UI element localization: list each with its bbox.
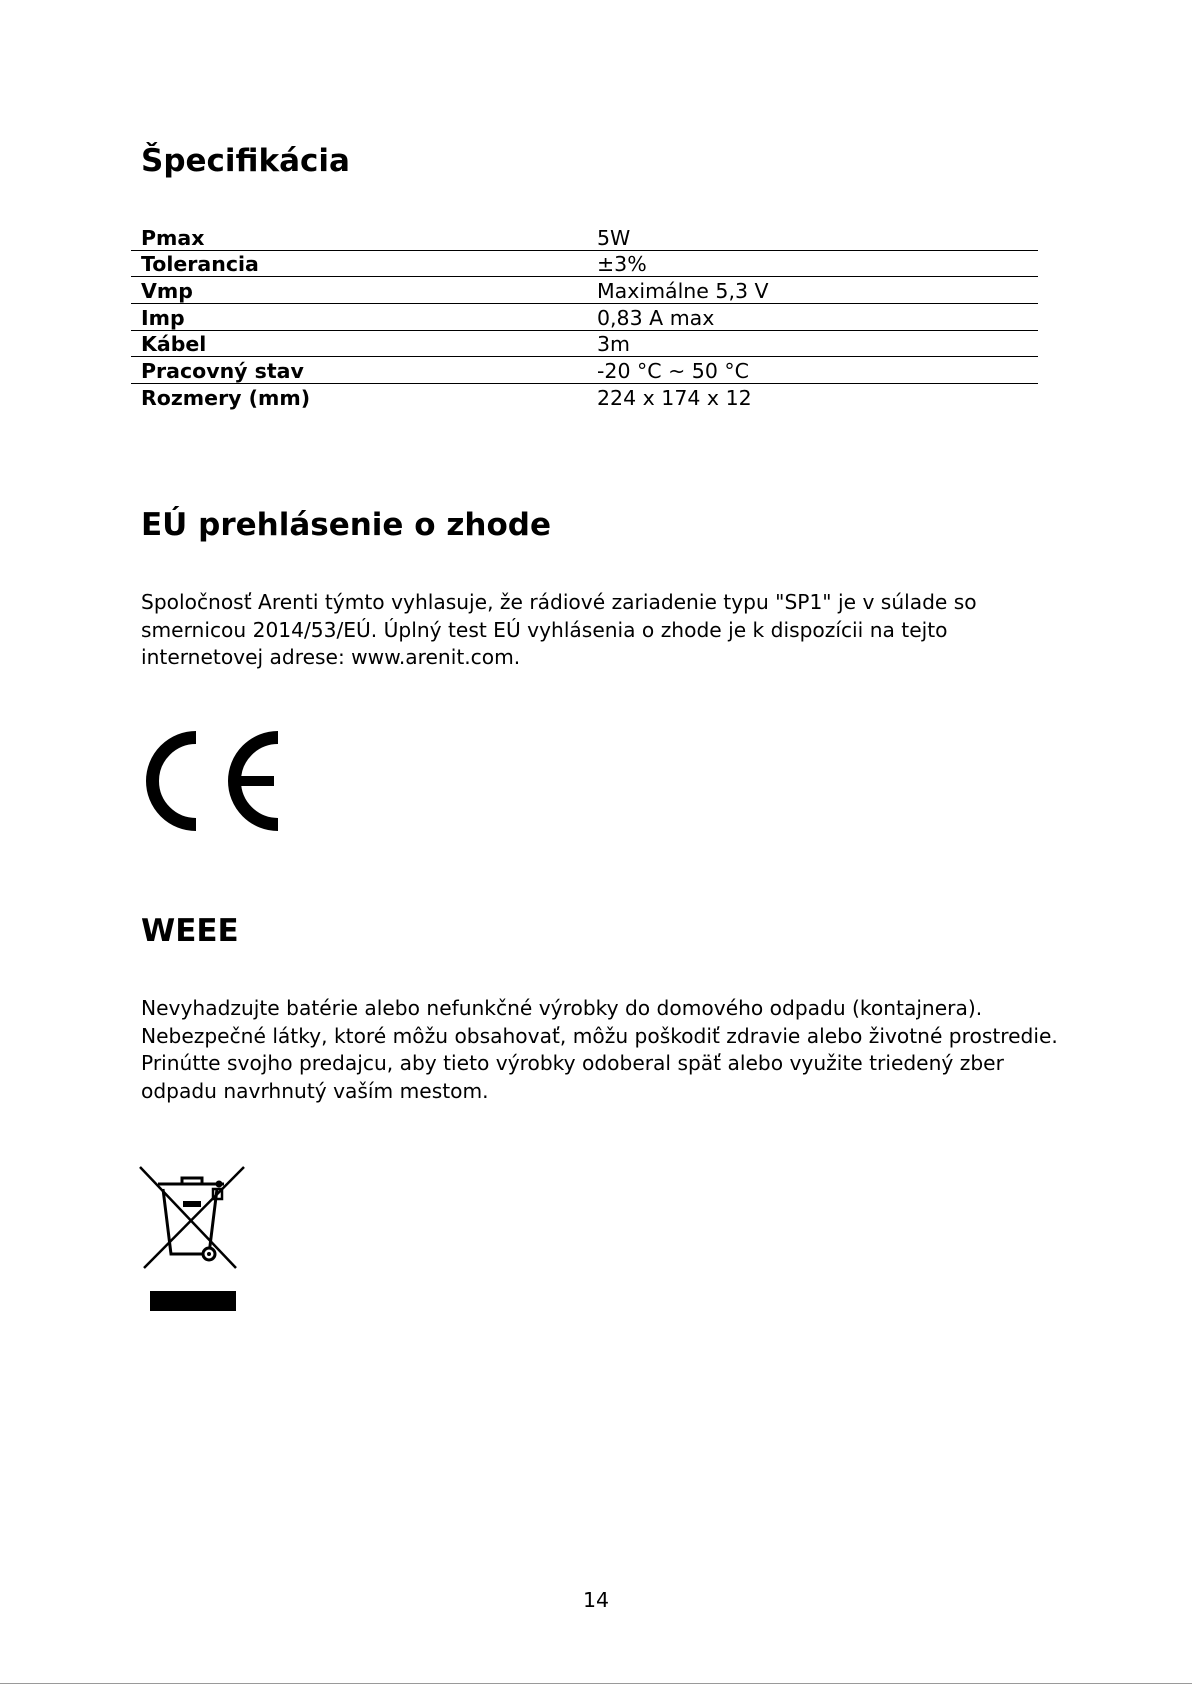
spec-key: Kábel bbox=[131, 330, 585, 357]
eu-declaration-heading: EÚ prehlásenie o zhode bbox=[141, 507, 551, 543]
eu-declaration-text: Spoločnosť Arenti týmto vyhlasuje, že rádiové zariadenie typu "SP1" je v súlade so smernicou 2014/53/EÚ. Úplný test EÚ vyhlásenia o zhode je k dispozícii na tejto internetovej adrese: www.arenit.com. bbox=[141, 590, 977, 669]
table-row bbox=[131, 384, 1038, 410]
table-row bbox=[131, 357, 1038, 384]
table-row bbox=[131, 304, 1038, 331]
spec-key: Rozmery (mm) bbox=[131, 384, 585, 410]
page-bottom-border bbox=[0, 1683, 1192, 1684]
spec-value: Maximálne 5,3 V bbox=[585, 277, 1038, 304]
spec-key: Vmp bbox=[131, 277, 585, 304]
spec-key: Tolerancia bbox=[131, 250, 585, 277]
specification-table bbox=[131, 224, 1038, 410]
specification-heading: Špecifikácia bbox=[141, 143, 350, 179]
spec-key: Pmax bbox=[141, 225, 205, 250]
table-row bbox=[131, 277, 1038, 304]
spec-value: 224 x 174 x 12 bbox=[585, 384, 1038, 410]
crossed-out-wheelie-bin-icon bbox=[138, 1165, 246, 1313]
weee-heading: WEEE bbox=[141, 913, 239, 949]
table-row bbox=[131, 250, 1038, 277]
ce-mark-icon bbox=[140, 731, 280, 831]
spec-value: 3m bbox=[585, 330, 1038, 357]
spec-key: Imp bbox=[131, 304, 585, 331]
spec-value: ±3% bbox=[585, 250, 1038, 277]
spec-value: -20 °C ~ 50 °C bbox=[585, 357, 1038, 384]
spec-value: 5W bbox=[597, 225, 631, 250]
spec-value: 0,83 A max bbox=[585, 304, 1038, 331]
table-row bbox=[131, 330, 1038, 357]
weee-text: Nevyhadzujte batérie alebo nefunkčné výrobky do domového odpadu (kontajnera). Nebezpečné látky, ktoré môžu obsahovať, môžu poškodiť zdravie alebo životné prostredie. Prinútte svojho predajcu, aby tieto výrobky odoberal späť alebo využite triedený zber odpadu navrhnutý vaším mestom. bbox=[141, 996, 1058, 1103]
spec-key: Pracovný stav bbox=[131, 357, 585, 384]
page-number: 14 bbox=[582, 1588, 610, 1612]
table-row bbox=[131, 224, 1038, 250]
